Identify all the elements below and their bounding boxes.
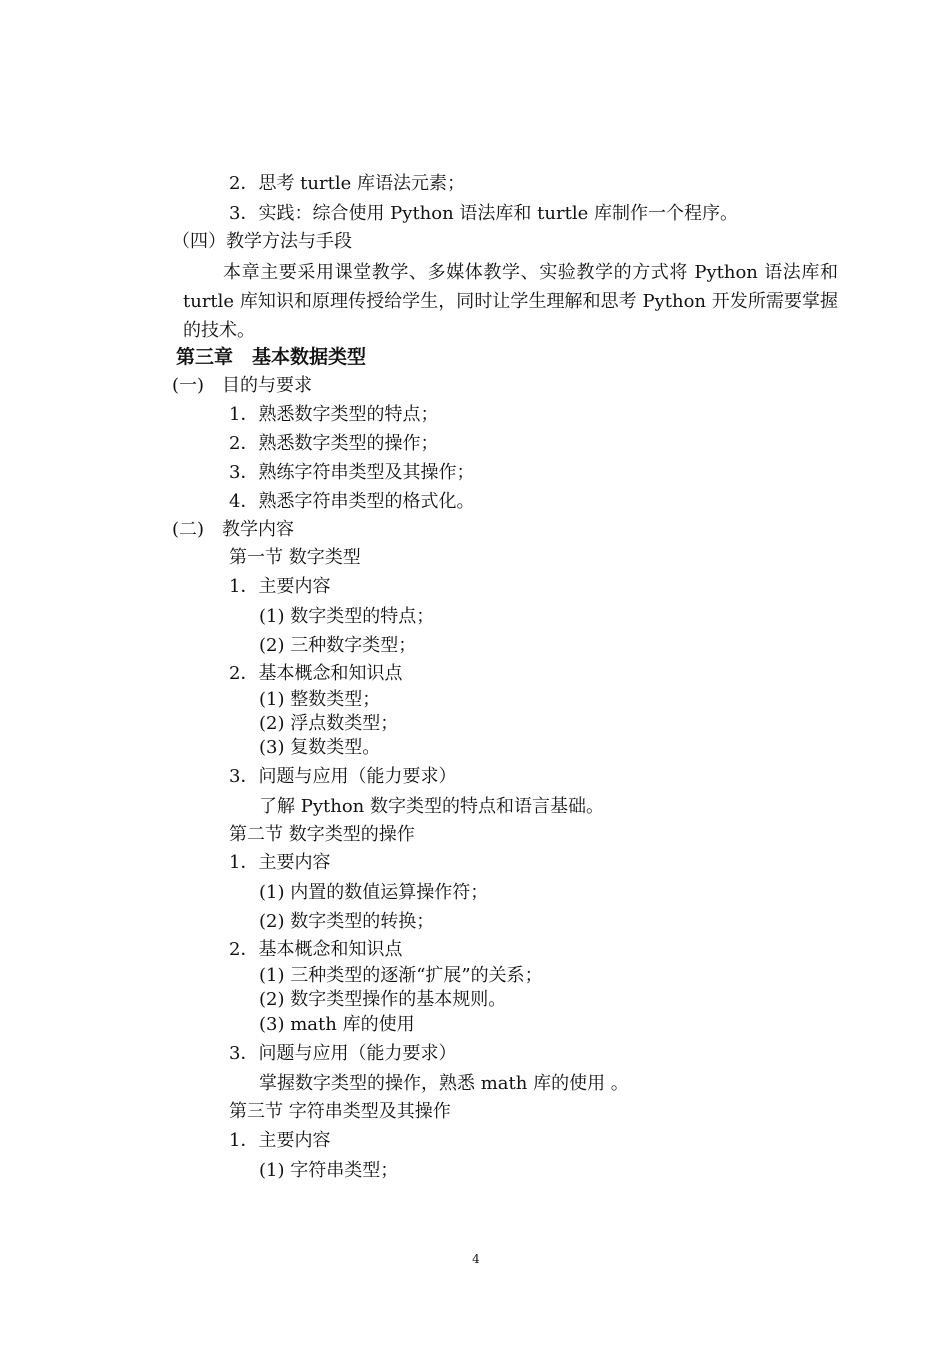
problem-text: 掌握数字类型的操作，熟悉 math 库的使用 。 [259,1073,629,1094]
list-item: (1) 三种类型的逐渐“扩展”的关系； [259,965,543,986]
list-label: 2．基本概念和知识点 [229,663,403,684]
list-label: 3．问题与应用（能力要求） [229,766,457,787]
section-heading: (二) 教学内容 [172,519,295,540]
list-item: 1．熟悉数字类型的特点； [229,404,439,425]
list-label: 3．问题与应用（能力要求） [229,1043,457,1064]
list-item: (1) 数字类型的特点； [259,606,435,627]
list-item: 2．思考 turtle 库语法元素； [229,173,465,194]
subsection-title: 第二节 数字类型的操作 [229,824,415,845]
list-label: 1．主要内容 [229,852,331,873]
list-item: (2) 浮点数类型； [259,713,399,734]
list-label: 1．主要内容 [229,1130,331,1151]
list-label: 1．主要内容 [229,576,331,597]
list-item: 3．实践：综合使用 Python 语法库和 turtle 库制作一个程序。 [229,203,738,224]
list-item: (2) 数字类型操作的基本规则。 [259,989,507,1010]
section-heading: (一) 目的与要求 [172,375,313,396]
list-item: 3．熟练字符串类型及其操作； [229,462,475,483]
list-item: (1) 整数类型； [259,689,381,710]
list-item: (2) 数字类型的转换； [259,911,435,932]
body-paragraph: 本章主要采用课堂教学、多媒体教学、实验教学的方式将 Python 语法库和 turtle 库知识和原理传授给学生，同时让学生理解和思考 Python 开发所需要掌握的技术。 [183,262,838,341]
problem-text: 了解 Python 数字类型的特点和语言基础。 [259,796,604,817]
list-item: (1) 字符串类型； [259,1160,399,1181]
page-number: 4 [472,1252,480,1266]
list-item: 4．熟悉字符串类型的格式化。 [229,491,475,512]
section-heading: （四）教学方法与手段 [172,231,352,252]
chapter-title: 第三章 基本数据类型 [176,346,367,368]
list-item: (3) math 库的使用 [259,1014,415,1035]
list-item: (3) 复数类型。 [259,737,381,758]
subsection-title: 第一节 数字类型 [229,547,361,568]
list-label: 2．基本概念和知识点 [229,939,403,960]
list-item: (2) 三种数字类型； [259,635,417,656]
subsection-title: 第三节 字符串类型及其操作 [229,1101,451,1122]
list-item: (1) 内置的数值运算操作符； [259,882,489,903]
list-item: 2．熟悉数字类型的操作； [229,433,439,454]
